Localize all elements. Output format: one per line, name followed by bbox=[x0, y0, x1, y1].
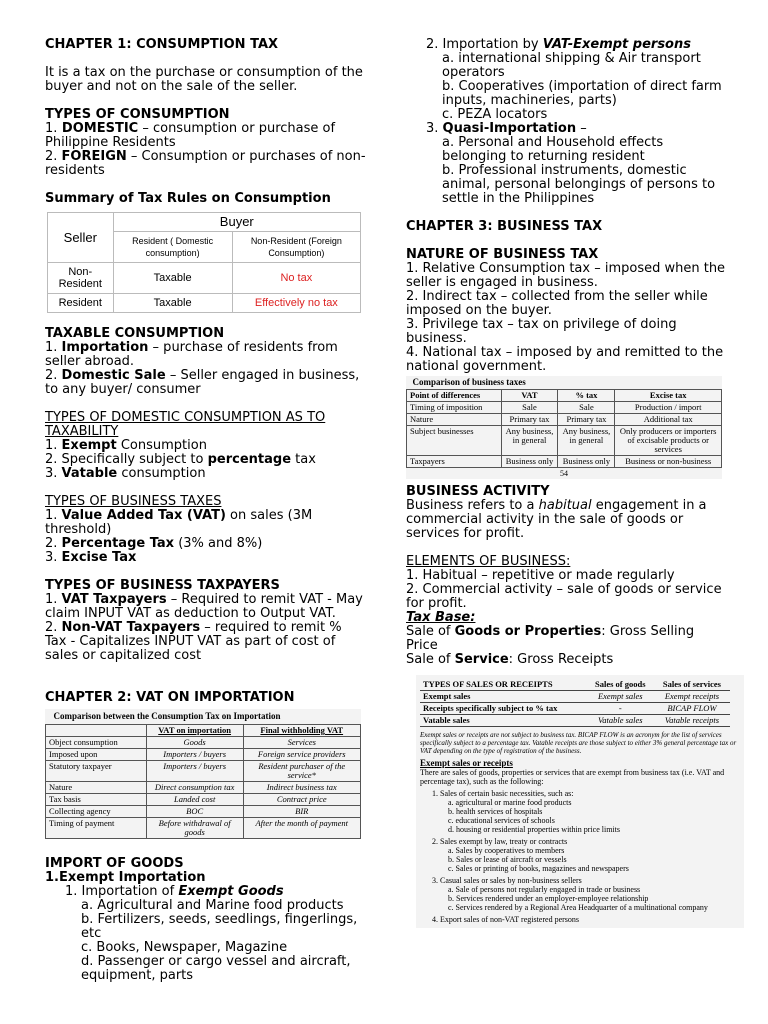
comparison-table-cell: Primary tax bbox=[558, 414, 615, 426]
summary-cell: Taxable bbox=[113, 294, 232, 313]
taxpayer-item-1: 1. VAT Taxpayers – Required to remit VAT - May claim INPUT VAT as deduction to Output VAT. bbox=[45, 592, 363, 621]
exempt-list-subitem: a. Sales by cooperatives to members bbox=[448, 846, 565, 855]
nature-title: NATURE OF BUSINESS TAX bbox=[406, 247, 599, 262]
types-consumption-item-2: 2. FOREIGN – Consumption or purchases of non-residents bbox=[45, 149, 366, 178]
importation-table-cell: Tax basis bbox=[46, 794, 147, 806]
nature-item: 4. National tax – imposed by and remitted to the national government. bbox=[406, 345, 724, 374]
summary-col-resident: Resident ( Domestic consumption) bbox=[113, 232, 232, 263]
nature-item: 2. Indirect tax – collected from the seller while imposed on the buyer. bbox=[406, 289, 708, 318]
summary-buyer-header: Buyer bbox=[113, 213, 360, 232]
comparison-table-cell: Sale bbox=[558, 402, 615, 414]
sales-table-cell: Receipts specifically subject to % tax bbox=[420, 703, 587, 715]
comparison-table-cell: Business or non-business bbox=[615, 456, 722, 468]
comparison-header: Point of differences bbox=[407, 390, 502, 402]
exempt-list-item: 3. Casual sales or sales by non-business sellers bbox=[432, 876, 582, 885]
summary-cell: Effectively no tax bbox=[232, 294, 360, 313]
taxable-consumption-title: TAXABLE CONSUMPTION bbox=[45, 326, 225, 341]
exempt-sales-subtitle: Exempt sales or receipts bbox=[420, 758, 513, 768]
sales-header: TYPES OF SALES OR RECEIPTS bbox=[420, 679, 587, 691]
importation-table-row bbox=[46, 806, 361, 818]
summary-cell: No tax bbox=[232, 263, 360, 294]
business-tax-item-2: 2. Percentage Tax (3% and 8%) bbox=[45, 536, 263, 551]
exempt-goods-item: d. Passenger or cargo vessel and aircraft, equipment, parts bbox=[81, 954, 351, 983]
comparison-table-caption: Comparison of business taxes bbox=[412, 377, 526, 387]
importation-table-row bbox=[46, 761, 361, 782]
importation-table-cell: Importers / buyers bbox=[146, 749, 243, 761]
taxability-title: TYPES OF DOMESTIC CONSUMPTION AS TO TAXABILITY bbox=[45, 410, 326, 439]
business-activity-text: Business refers to a habitual engagement in a commercial activity in the sale of goods or services for profit. bbox=[406, 498, 707, 541]
business-taxes-title: TYPES OF BUSINESS TAXES bbox=[45, 494, 222, 509]
comparison-table-cell: Business only bbox=[558, 456, 615, 468]
comparison-table-cell: Any business, in general bbox=[558, 426, 615, 456]
importation-table-cell: Landed cost bbox=[146, 794, 243, 806]
exempt-list-item: 4. Export sales of non-VAT registered persons bbox=[432, 915, 580, 924]
importation-table-caption: Comparison between the Consumption Tax on Importation bbox=[53, 711, 281, 721]
importation-table-row bbox=[46, 749, 361, 761]
importation-table-row bbox=[46, 794, 361, 806]
importation-table-cell: Collecting agency bbox=[46, 806, 147, 818]
importation-table-cell: Foreign service providers bbox=[243, 749, 361, 761]
exempt-list-subitem: b. health services of hospitals bbox=[448, 807, 543, 816]
importation-table-row bbox=[46, 737, 361, 749]
taxpayer-item-2: 2. Non-VAT Taxpayers – required to remit % Tax - Capitalizes INPUT VAT as part of cost of sales or capitalized cost bbox=[45, 620, 342, 663]
importation-header: VAT on importation bbox=[146, 725, 243, 737]
chapter3-title: CHAPTER 3: BUSINESS TAX bbox=[406, 219, 603, 234]
element-item: 2. Commercial activity – sale of goods or service for profit. bbox=[406, 582, 722, 611]
sales-table-row bbox=[420, 691, 730, 703]
quasi-importation-heading: 3. Quasi-Importation – bbox=[426, 121, 587, 136]
comparison-table-cell: Any business, in general bbox=[501, 426, 558, 456]
comparison-table-row bbox=[407, 402, 722, 414]
comparison-table-row bbox=[407, 414, 722, 426]
exempt-list-subitem: c. Services rendered by a Regional Area Headquarter of a multinational company bbox=[448, 903, 708, 912]
importation-table-cell: Indirect business tax bbox=[243, 782, 361, 794]
exempt-list-subitem: b. Services rendered under an employer-employee relationship bbox=[448, 894, 649, 903]
exempt-persons-item: c. PEZA locators bbox=[442, 107, 548, 122]
tax-base-goods: Sale of Goods or Properties: Gross Selling Price bbox=[406, 624, 695, 653]
types-of-sales-scan bbox=[416, 675, 744, 928]
importation-table-row bbox=[46, 782, 361, 794]
taxability-item-1: 1. Exempt Consumption bbox=[45, 438, 207, 453]
importation-table-cell: Nature bbox=[46, 782, 147, 794]
exempt-list-item: 1. Sales of certain basic necessities, such as: bbox=[432, 789, 574, 798]
exempt-goods-heading: 1. Importation of Exempt Goods bbox=[65, 884, 284, 899]
comparison-table-row bbox=[407, 426, 722, 456]
sales-table-cell: Exempt sales bbox=[420, 691, 587, 703]
summary-table bbox=[47, 212, 361, 313]
page-number: 54 bbox=[560, 469, 568, 478]
sales-header: Sales of services bbox=[654, 679, 730, 691]
comparison-table-cell: Production / import bbox=[615, 402, 722, 414]
importation-table-cell: Object consumption bbox=[46, 737, 147, 749]
taxability-item-2: 2. Specifically subject to percentage tax bbox=[45, 452, 316, 467]
exempt-list-subitem: c. Sales or printing of books, magazines and newspapers bbox=[448, 864, 629, 873]
chapter1-title: CHAPTER 1: CONSUMPTION TAX bbox=[45, 37, 279, 52]
taxpayers-title: TYPES OF BUSINESS TAXPAYERS bbox=[45, 578, 280, 593]
comparison-table-cell: Timing of imposition bbox=[407, 402, 502, 414]
comparison-table-row bbox=[407, 456, 722, 468]
exempt-persons-item: a. international shipping & Air transport operators bbox=[442, 51, 701, 80]
tax-base-service: Sale of Service: Gross Receipts bbox=[406, 652, 614, 667]
sales-header: Sales of goods bbox=[587, 679, 654, 691]
sales-table-cell: Exempt receipts bbox=[654, 691, 730, 703]
taxable-item-1: 1. Importation – purchase of residents from seller abroad. bbox=[45, 340, 338, 369]
sales-table-cell: Vatable sales bbox=[420, 715, 587, 727]
business-activity-title: BUSINESS ACTIVITY bbox=[406, 484, 550, 499]
comparison-header: % tax bbox=[558, 390, 615, 402]
importation-table-cell: Services bbox=[243, 737, 361, 749]
exempt-list-subitem: a. Sale of persons not regularly engaged in trade or business bbox=[448, 885, 641, 894]
types-of-sales-table bbox=[420, 679, 730, 727]
summary-col-nonresident: Non-Resident (Foreign Consumption) bbox=[232, 232, 360, 263]
importation-table-cell: BIR bbox=[243, 806, 361, 818]
exempt-persons-item: b. Cooperatives (importation of direct farm inputs, machineries, parts) bbox=[442, 79, 722, 108]
summary-row-label: Resident bbox=[48, 294, 114, 313]
comparison-table-cell: Subject businesses bbox=[407, 426, 502, 456]
sales-table-row bbox=[420, 715, 730, 727]
quasi-importation-item: a. Personal and Household effects belonging to returning resident bbox=[442, 135, 664, 164]
exempt-goods-item: c. Books, Newspaper, Magazine bbox=[81, 940, 288, 955]
importation-table-row bbox=[46, 818, 361, 839]
business-tax-comparison-table bbox=[406, 376, 722, 479]
nature-item: 3. Privilege tax – tax on privilege of doing business. bbox=[406, 317, 677, 346]
comparison-header: Excise tax bbox=[615, 390, 722, 402]
importation-table-cell: Goods bbox=[146, 737, 243, 749]
importation-table-cell: Before withdrawal of goods bbox=[146, 818, 243, 839]
sales-table-cell: Vatable sales bbox=[587, 715, 654, 727]
importation-comparison-table bbox=[45, 709, 361, 839]
comparison-table-cell: Additional tax bbox=[615, 414, 722, 426]
taxable-item-2: 2. Domestic Sale – Seller engaged in business, to any buyer/ consumer bbox=[45, 368, 360, 397]
types-consumption-title: TYPES OF CONSUMPTION bbox=[45, 107, 230, 122]
comparison-table-cell: Only producers or importers of excisable products or services bbox=[615, 426, 722, 456]
sales-note: Exempt sales or receipts are not subject to business tax. BICAP FLOW is an acronym for the list of services specifically subject to a percentage tax. Vatable receipts are those subject to either 3% general percentage tax or VAT depending on the type of registration of the business. bbox=[420, 731, 737, 755]
importation-table-cell: Direct consumption tax bbox=[146, 782, 243, 794]
comparison-table-cell: Primary tax bbox=[501, 414, 558, 426]
business-tax-item-1: 1. Value Added Tax (VAT) on sales (3M threshold) bbox=[45, 508, 313, 537]
exempt-list-subitem: c. educational services of schools bbox=[448, 816, 555, 825]
quasi-importation-item: b. Professional instruments, domestic animal, personal belongings of persons to settle in the Philippines bbox=[442, 163, 716, 206]
sales-table-row bbox=[420, 703, 730, 715]
import-goods-title: IMPORT OF GOODS bbox=[45, 856, 184, 871]
importation-table-cell: Statutory taxpayer bbox=[46, 761, 147, 782]
element-item: 1. Habitual – repetitive or made regularly bbox=[406, 568, 675, 583]
exempt-goods-item: b. Fertilizers, seeds, seedlings, fingerlings, etc bbox=[81, 912, 358, 941]
importation-table-cell: BOC bbox=[146, 806, 243, 818]
comparison-table-cell: Nature bbox=[407, 414, 502, 426]
comparison-table-cell: Sale bbox=[501, 402, 558, 414]
business-tax-item-3: 3. Excise Tax bbox=[45, 550, 137, 565]
comparison-header: VAT bbox=[501, 390, 558, 402]
exempt-list-subitem: d. housing or residential properties within price limits bbox=[448, 825, 620, 834]
summary-cell: Taxable bbox=[113, 263, 232, 294]
exempt-sales-intro: There are sales of goods, properties or services that are exempt from business tax (i.e. VAT and percentage tax), such as the following: bbox=[420, 768, 725, 786]
left-column bbox=[45, 38, 367, 983]
exempt-goods-item: a. Agricultural and Marine food products bbox=[81, 898, 344, 913]
comparison-table-cell: Business only bbox=[501, 456, 558, 468]
sales-table-cell: Vatable receipts bbox=[654, 715, 730, 727]
summary-row-label: Non-Resident bbox=[48, 263, 114, 294]
right-column bbox=[406, 37, 737, 928]
types-consumption-item-1: 1. DOMESTIC – consumption or purchase of Philippine Residents bbox=[45, 121, 336, 150]
importation-table-cell: Contract price bbox=[243, 794, 361, 806]
chapter1-intro: It is a tax on the purchase or consumption of the buyer and not on the sale of the seller. bbox=[45, 65, 363, 94]
importation-table-cell: Resident purchaser of the service* bbox=[243, 761, 361, 782]
summary-title: Summary of Tax Rules on Consumption bbox=[45, 191, 331, 206]
importation-table-cell: Timing of payment bbox=[46, 818, 147, 839]
importation-table-cell: Importers / buyers bbox=[146, 761, 243, 782]
chapter2-title: CHAPTER 2: VAT ON IMPORTATION bbox=[45, 690, 295, 705]
sales-table-cell: Exempt sales bbox=[587, 691, 654, 703]
exempt-importation-title: 1.Exempt Importation bbox=[45, 870, 206, 885]
sales-table-cell: BICAP FLOW bbox=[654, 703, 730, 715]
elements-title: ELEMENTS OF BUSINESS: bbox=[406, 554, 571, 569]
taxability-item-3: 3. Vatable consumption bbox=[45, 466, 206, 481]
summary-seller-header: Seller bbox=[48, 213, 114, 263]
exempt-list-item: 2. Sales exempt by law, treaty or contracts bbox=[432, 837, 568, 846]
exempt-list-subitem: a. agricultural or marine food products bbox=[448, 798, 572, 807]
importation-table-cell: Imposed upon bbox=[46, 749, 147, 761]
comparison-table-cell: Taxpayers bbox=[407, 456, 502, 468]
importation-table-cell: After the month of payment bbox=[243, 818, 361, 839]
tax-base-title: Tax Base: bbox=[406, 610, 476, 625]
nature-item: 1. Relative Consumption tax – imposed when the seller is engaged in business. bbox=[406, 261, 726, 290]
exempt-list-subitem: b. Sales or lease of aircraft or vessels bbox=[448, 855, 567, 864]
sales-table-cell: - bbox=[587, 703, 654, 715]
importation-header: Final withholding VAT bbox=[243, 725, 361, 737]
exempt-persons-heading: 2. Importation by VAT-Exempt persons bbox=[426, 37, 691, 52]
